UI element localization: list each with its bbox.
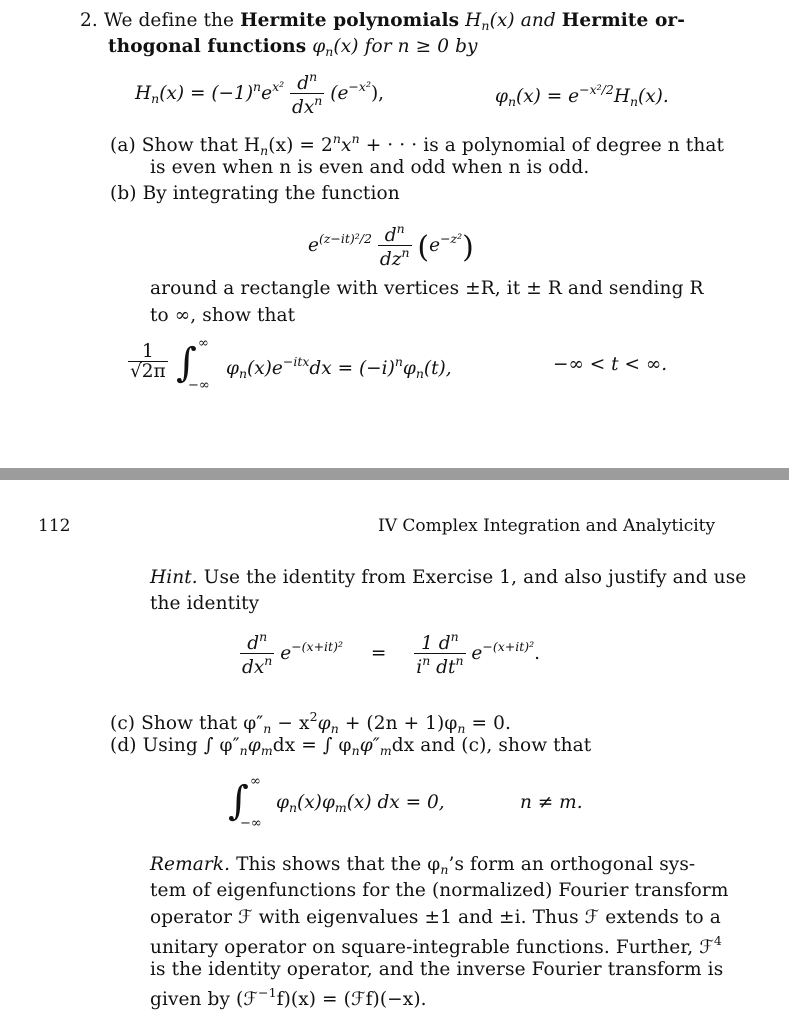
part-d-label: (d) — [110, 735, 137, 756]
part-b-line-2: around a rectangle with vertices ±R, it ± R and sending R — [150, 278, 704, 299]
orthogonality-relation: ∫ ∞ −∞ $\varphi_n(x)\varphi_m(x)$ dx = 0, n ≠ m. — [228, 774, 583, 831]
part-d-line: (d) Using ∫ $\varphi''_n\varphi_mdx$ = ∫ $\varphi_n\varphi''_mdx$ and (c), show that — [110, 735, 592, 758]
part-a-label: (a) — [110, 135, 136, 156]
lower-page — [0, 480, 789, 1024]
range-condition: −∞ < t < ∞. — [553, 354, 668, 375]
remark-line-2: tem of eigenfunctions for the (normalized) Fourier transform — [150, 880, 729, 901]
integral-sign: ∫ — [176, 340, 197, 386]
exercise-intro-line-2: thogonal functions $\varphi_n(x)$ for n ≥ 0 by — [108, 36, 478, 59]
orthogonal-function-definition: $\varphi_n(x) = e^{-x^2/2}H_n(x)$. — [495, 82, 669, 109]
part-a-line-1: (a) Show that $H_n(x) = 2^nx^n$ + · · · is a polynomial of degree n that — [110, 131, 725, 158]
exercise-intro-line-1: 2. We define the Hermite polynomials $H_n(x)$ and Hermite or- — [80, 10, 686, 33]
remark-label: Remark. — [150, 854, 231, 875]
remark-line-1: Remark. This shows that the $\varphi_n’s$ form an orthogonal sys- — [150, 854, 696, 877]
derivative-identity: $\frac{d^n}{dx^n}$ $e^{-(x+it)^2}$ = $\frac{1 d^n}{i^n dt^n}$ $e^{-(x+it)^2}$. — [242, 629, 541, 679]
remark-line-6: given by (ℱ$^{-1}$f)(x) = (ℱf)(−x). — [150, 985, 427, 1010]
remark-line-5: is the identity operator, and the inverse Fourier transform is — [150, 959, 724, 980]
hermite-polynomial-definition: $H_n(x) = (-1)^ne^{x^2}$ $\frac{d^n}{dx^n}$ $(e^{-x^2})$, — [135, 69, 385, 119]
integral-sign: ∫ — [228, 778, 249, 824]
part-b-line-1: (b) By integrating the function — [110, 183, 400, 204]
derivative-fraction: $\frac{d^n}{dx^n}$ — [292, 69, 323, 119]
page-separator — [0, 468, 789, 480]
exercise-number: 2. — [80, 10, 98, 31]
integrand-expression: $e^{(z-it)^2/2}$ $\frac{d^n}{dz^n}$ $(e^{-z^2})$ — [308, 221, 474, 271]
upper-page — [0, 0, 789, 468]
hint-line-2: the identity — [150, 593, 260, 614]
remark-line-3: operator ℱ with eigenvalues ±1 and ±i. Thus ℱ extends to a — [150, 907, 721, 928]
orthogonality-condition: n ≠ m. — [520, 792, 583, 813]
remark-line-4: unitary operator on square-integrable functions. Further, ℱ$^4$ — [150, 933, 722, 958]
part-b-line-3: to ∞, show that — [150, 305, 296, 326]
hint-line-1: Hint. Use the identity from Exercise 1, and also justify and use — [150, 567, 747, 588]
hint-label: Hint. — [150, 567, 198, 588]
part-b-label: (b) — [110, 183, 137, 204]
fourier-transform-identity: $\frac{1}{√2\pi}$ ∫ ∞ −∞ $\varphi_n(x)e^{-itx}dx = (-i)^n\varphi_n(t)$, −∞ < t < ∞. — [130, 336, 668, 393]
part-c-line: (c) Show that $\varphi''_n - x^2\varphi_n + (2n + 1)\varphi_n = 0$. — [110, 709, 511, 736]
term-hermite-polynomials: Hermite polynomials — [240, 10, 460, 31]
part-a-line-2: is even when n is even and odd when n is odd. — [150, 157, 590, 178]
running-head: IV Complex Integration and Analyticity — [378, 516, 716, 536]
page-number: 112 — [38, 516, 71, 536]
part-c-label: (c) — [110, 713, 136, 734]
term-hermite-orthogonal-functions: Hermite or- — [561, 10, 686, 31]
